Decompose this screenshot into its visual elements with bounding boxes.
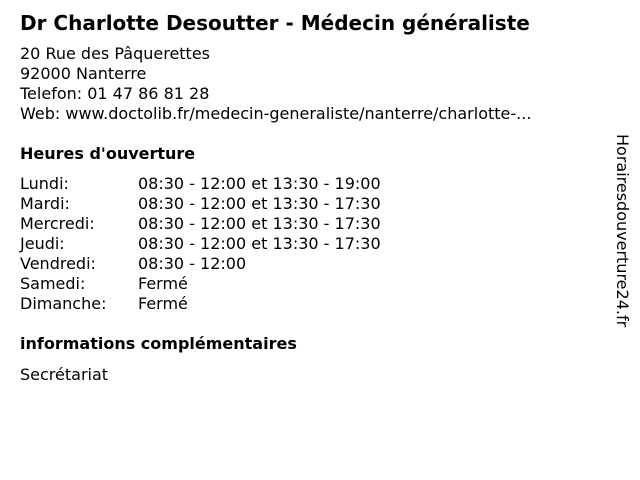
day-label: Samedi: [20, 274, 86, 293]
website-link[interactable]: Web: www.doctolib.fr/medecin-generaliste/nanterre/charlotte-... [20, 104, 532, 123]
hours-value: 08:30 - 12:00 et 13:30 - 17:30 [138, 234, 381, 253]
hours-value: Fermé [138, 274, 188, 293]
page-title: Dr Charlotte Desoutter - Médecin généraliste [20, 11, 530, 35]
address-street: 20 Rue des Pâquerettes [20, 44, 211, 63]
hours-value: 08:30 - 12:00 et 13:30 - 19:00 [138, 174, 381, 193]
day-label: Dimanche: [20, 294, 107, 313]
day-label: Lundi: [20, 174, 69, 193]
hours-value: Fermé [138, 294, 188, 313]
day-label: Vendredi: [20, 254, 96, 273]
hours-value: 08:30 - 12:00 [138, 254, 247, 273]
day-label: Jeudi: [20, 234, 65, 253]
additional-info-text: Secrétariat [20, 365, 109, 384]
hours-value: 08:30 - 12:00 et 13:30 - 17:30 [138, 194, 381, 213]
hours-value: 08:30 - 12:00 et 13:30 - 17:30 [138, 214, 381, 233]
phone-number: Telefon: 01 47 86 81 28 [20, 84, 210, 103]
opening-hours-heading: Heures d'ouverture [20, 144, 196, 163]
additional-info-heading: informations complémentaires [20, 334, 297, 353]
address-city: 92000 Nanterre [20, 64, 147, 83]
day-label: Mercredi: [20, 214, 95, 233]
day-label: Mardi: [20, 194, 70, 213]
site-brand [612, 134, 632, 370]
site-brand-text: Horairesdouverture24.fr [613, 134, 632, 328]
address-block [20, 44, 531, 124]
